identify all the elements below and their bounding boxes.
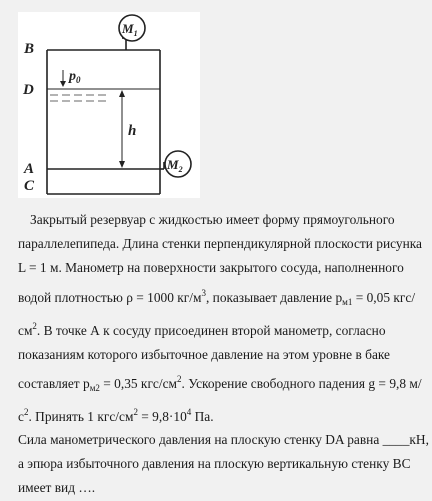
- h-arrow-bottom: [119, 161, 125, 168]
- label-m2: $M_2$: [167, 157, 183, 174]
- label-c: C: [24, 178, 35, 194]
- label-m1: $M_1$: [122, 21, 138, 38]
- label-b: B: [24, 41, 35, 57]
- h-arrow-top: [119, 90, 125, 97]
- tank-diagram-svg: [18, 12, 200, 198]
- p0-arrow-head: [60, 81, 66, 87]
- label-p0: $p_0$: [69, 69, 81, 85]
- problem-statement: Закрытый резервуар с жидкостью имеет форму прямоугольного параллелепипеда. Длина стенки перпендикулярной плоскости рисунка L = 1 м. Манометр на поверхности закрытого сосуда, наполненного водой плотностью ρ = 1000 $кг/м^3$, показывает давление $p_{м1} = 0,05$ кгс/$см^2$. В точке А к сосуду присоединен второй манометр, согласно показаниям которого избыточное давление на этом уровне в баке составляет $p_{м2} = 0,35$ кгс/$см^2$. Ускорение свободного падения g = 9,8 $м/с^2$. Принять 1 кгс/$см^2 = 9,8\cdot 10^4$ Па.: [18, 212, 422, 425]
- label-d: D: [23, 82, 34, 98]
- tank-diagram: [18, 12, 200, 198]
- label-h: h: [128, 123, 137, 139]
- label-a: A: [24, 161, 35, 177]
- question-text: Сила манометрического давления на плоскую стенку DA равна ____кН, а эпюра избыточного давления на плоскую вертикальную стенку BC имеет вид ….: [18, 432, 429, 496]
